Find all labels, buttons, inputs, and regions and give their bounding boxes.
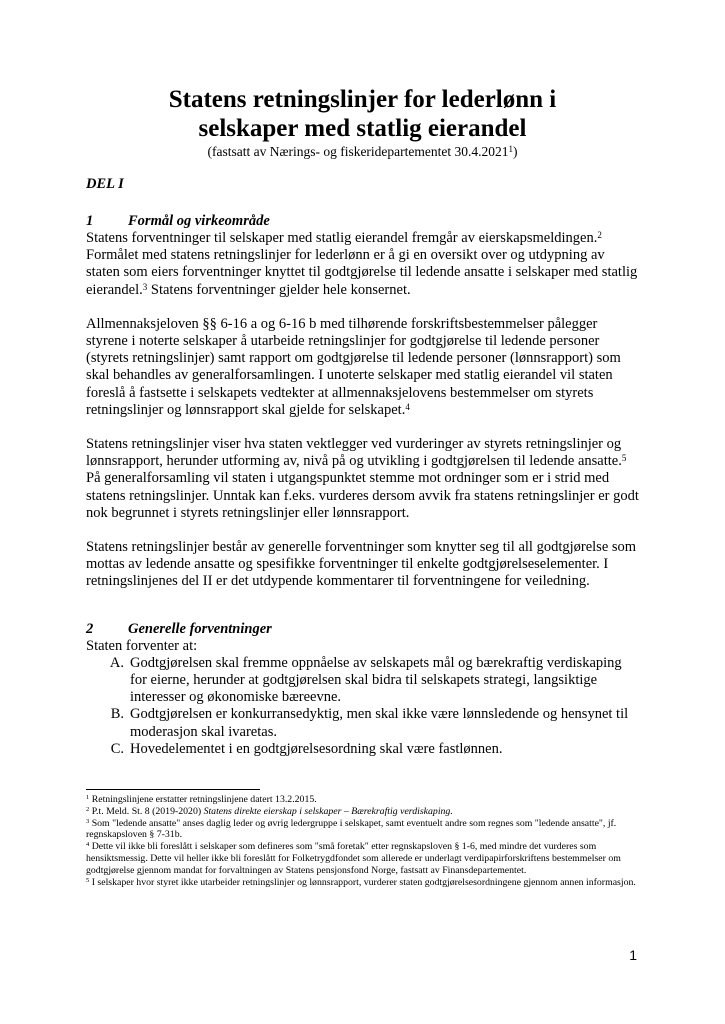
document-subtitle: (fastsatt av Nærings- og fiskeridepartementet 30.4.2021$^1$): [207, 144, 518, 159]
footnote-1: $^1$ Retningslinjene erstatter retningslinjene datert 13.2.2015.: [86, 794, 317, 806]
list-item-text: Hovedelementet i en godtgjørelsesordning skal være fastlønnen.: [130, 740, 503, 757]
list-marker: B.: [110, 706, 124, 723]
list-item-text: Godtgjørelsen skal fremme oppnåelse av selskapets mål og bærekraftig verdiskaping for eierne, herunder at godtgjørelsen skal bidra til selskapets strategi, langsiktige interesser og økonomiske bæreevne.: [130, 654, 622, 706]
footnote-ref[interactable]: 1: [508, 144, 514, 154]
part-heading: DEL I: [86, 176, 124, 192]
list-marker: C.: [110, 740, 124, 757]
footnote-ref[interactable]: 4: [405, 401, 410, 412]
footnote-ref[interactable]: 5: [621, 453, 627, 464]
page-number: 1: [629, 947, 637, 963]
footnote-2: $^2$ P.t. Meld. St. 8 (2019-2020) Statens direkte eierskap i selskaper – Bærekraftig verdiskaping.: [86, 805, 453, 817]
footnote-ref[interactable]: 3: [142, 281, 148, 292]
list-item: [86, 741, 639, 758]
document-title: [86, 85, 639, 143]
section-heading-2: [86, 621, 639, 638]
footnote-separator: [86, 789, 260, 790]
list-item-text: Godtgjørelsen er konkurransedyktig, men skal ikke være lønnsledende og hensynet til moderasjon skal ivaretas.: [130, 706, 629, 740]
list-intro: Staten forventer at:: [86, 637, 198, 654]
list-item: [86, 706, 639, 740]
paragraph: Statens retningslinjer viser hva staten vektlegger ved vurderinger av styrets retningslinjer og lønnsrapport, herunder utforming av, nivå på og utvikling i godtgjørelsen til ledende ansatte.$^5$ På generalforsamling vil staten i utgangspunktet stemme mot ordninger som er i strid med statens retningslinjer. Unntak kan f.eks. vurderes dersom avvik fra statens retningslinjer er godt nok begrunnet i styrets retningslinjer eller lønnsrapport.: [86, 436, 639, 521]
section-heading-1: [86, 213, 639, 230]
footnote-5: $^5$ I selskaper hvor styret ikke utarbeider retningslinjer og lønnsrapport, vurderer staten godtgjørelsesordningene gjennom annen informasjon.: [86, 876, 636, 888]
section-number: 2: [86, 620, 94, 637]
expectations-list: [86, 655, 639, 758]
paragraph: Allmennaksjeloven §§ 6-16 a og 6-16 b med tilhørende forskriftsbestemmelser pålegger styrene i noterte selskaper å utarbeide retningslinjer for godtgjørelse til ledende personer (styrets retningslinjer) samt rapport om godtgjørelse til ledende personer (lønnsrapport) som skal behandles av generalforsamlingen. I unoterte selskaper med statlig eierandel vil staten foreslå å fastsette i selskapets vedtekter at allmennaksjelovens bestemmelser om styrets retningslinjer og lønnsrapport skal gjelde for selskapet.$^4$: [86, 315, 621, 418]
section-number: 1: [86, 213, 94, 229]
section-title: Formål og virkeområde: [128, 213, 270, 229]
footnotes: [86, 794, 639, 888]
title-line-1: Statens retningslinjer for lederlønn i: [168, 86, 557, 113]
title-line-2: selskaper med statlig eierandel: [198, 115, 527, 142]
paragraph: Statens forventninger til selskaper med statlig eierandel fremgår av eierskapsmeldingen.$^2$ Formålet med statens retningslinjer for lederlønn er å gi en oversikt over og utdypning av staten som eiers forventninger knyttet til godtgjørelse til ledende ansatte i selskaper med statlig eierandel.$^3$ Statens forventninger gjelder hele konsernet.: [86, 230, 638, 298]
paragraph: Statens retningslinjer består av generelle forventninger som knytter seg til all godtgjørelse som mottas av ledende ansatte og spesifikke forventninger til enkelte godtgjørelseselementer. I retningslinjenes del II er det utdypende kommentarer til forventningene for veiledning.: [86, 539, 637, 590]
footnote-ref[interactable]: 2: [597, 230, 602, 240]
list-marker: A.: [109, 654, 124, 671]
list-item: [86, 655, 639, 707]
footnote-3: $^3$ Som "ledende ansatte" anses daglig leder og øvrig ledergruppe i selskapet, samt eventuelt andre som regnes som "ledende ansatte", jf. regnskapsloven § 7-31b.: [86, 817, 617, 841]
footnote-4: $^4$ Dette vil ikke bli foreslått i selskaper som defineres som "små foretak" etter regnskapsloven § 1-6, med mindre det vurderes som hensiktsmessig. Dette vil heller ikke bli foreslått for Folketrygdfondet som allerede er underlagt verdipapirforskriftens bestemmelser om godtgjørelse gjennom mandat for forvaltningen av Statens pensjonsfond Norge, fastsatt av Finansdepartementet.: [86, 841, 621, 876]
section-title: Generelle forventninger: [128, 620, 272, 637]
